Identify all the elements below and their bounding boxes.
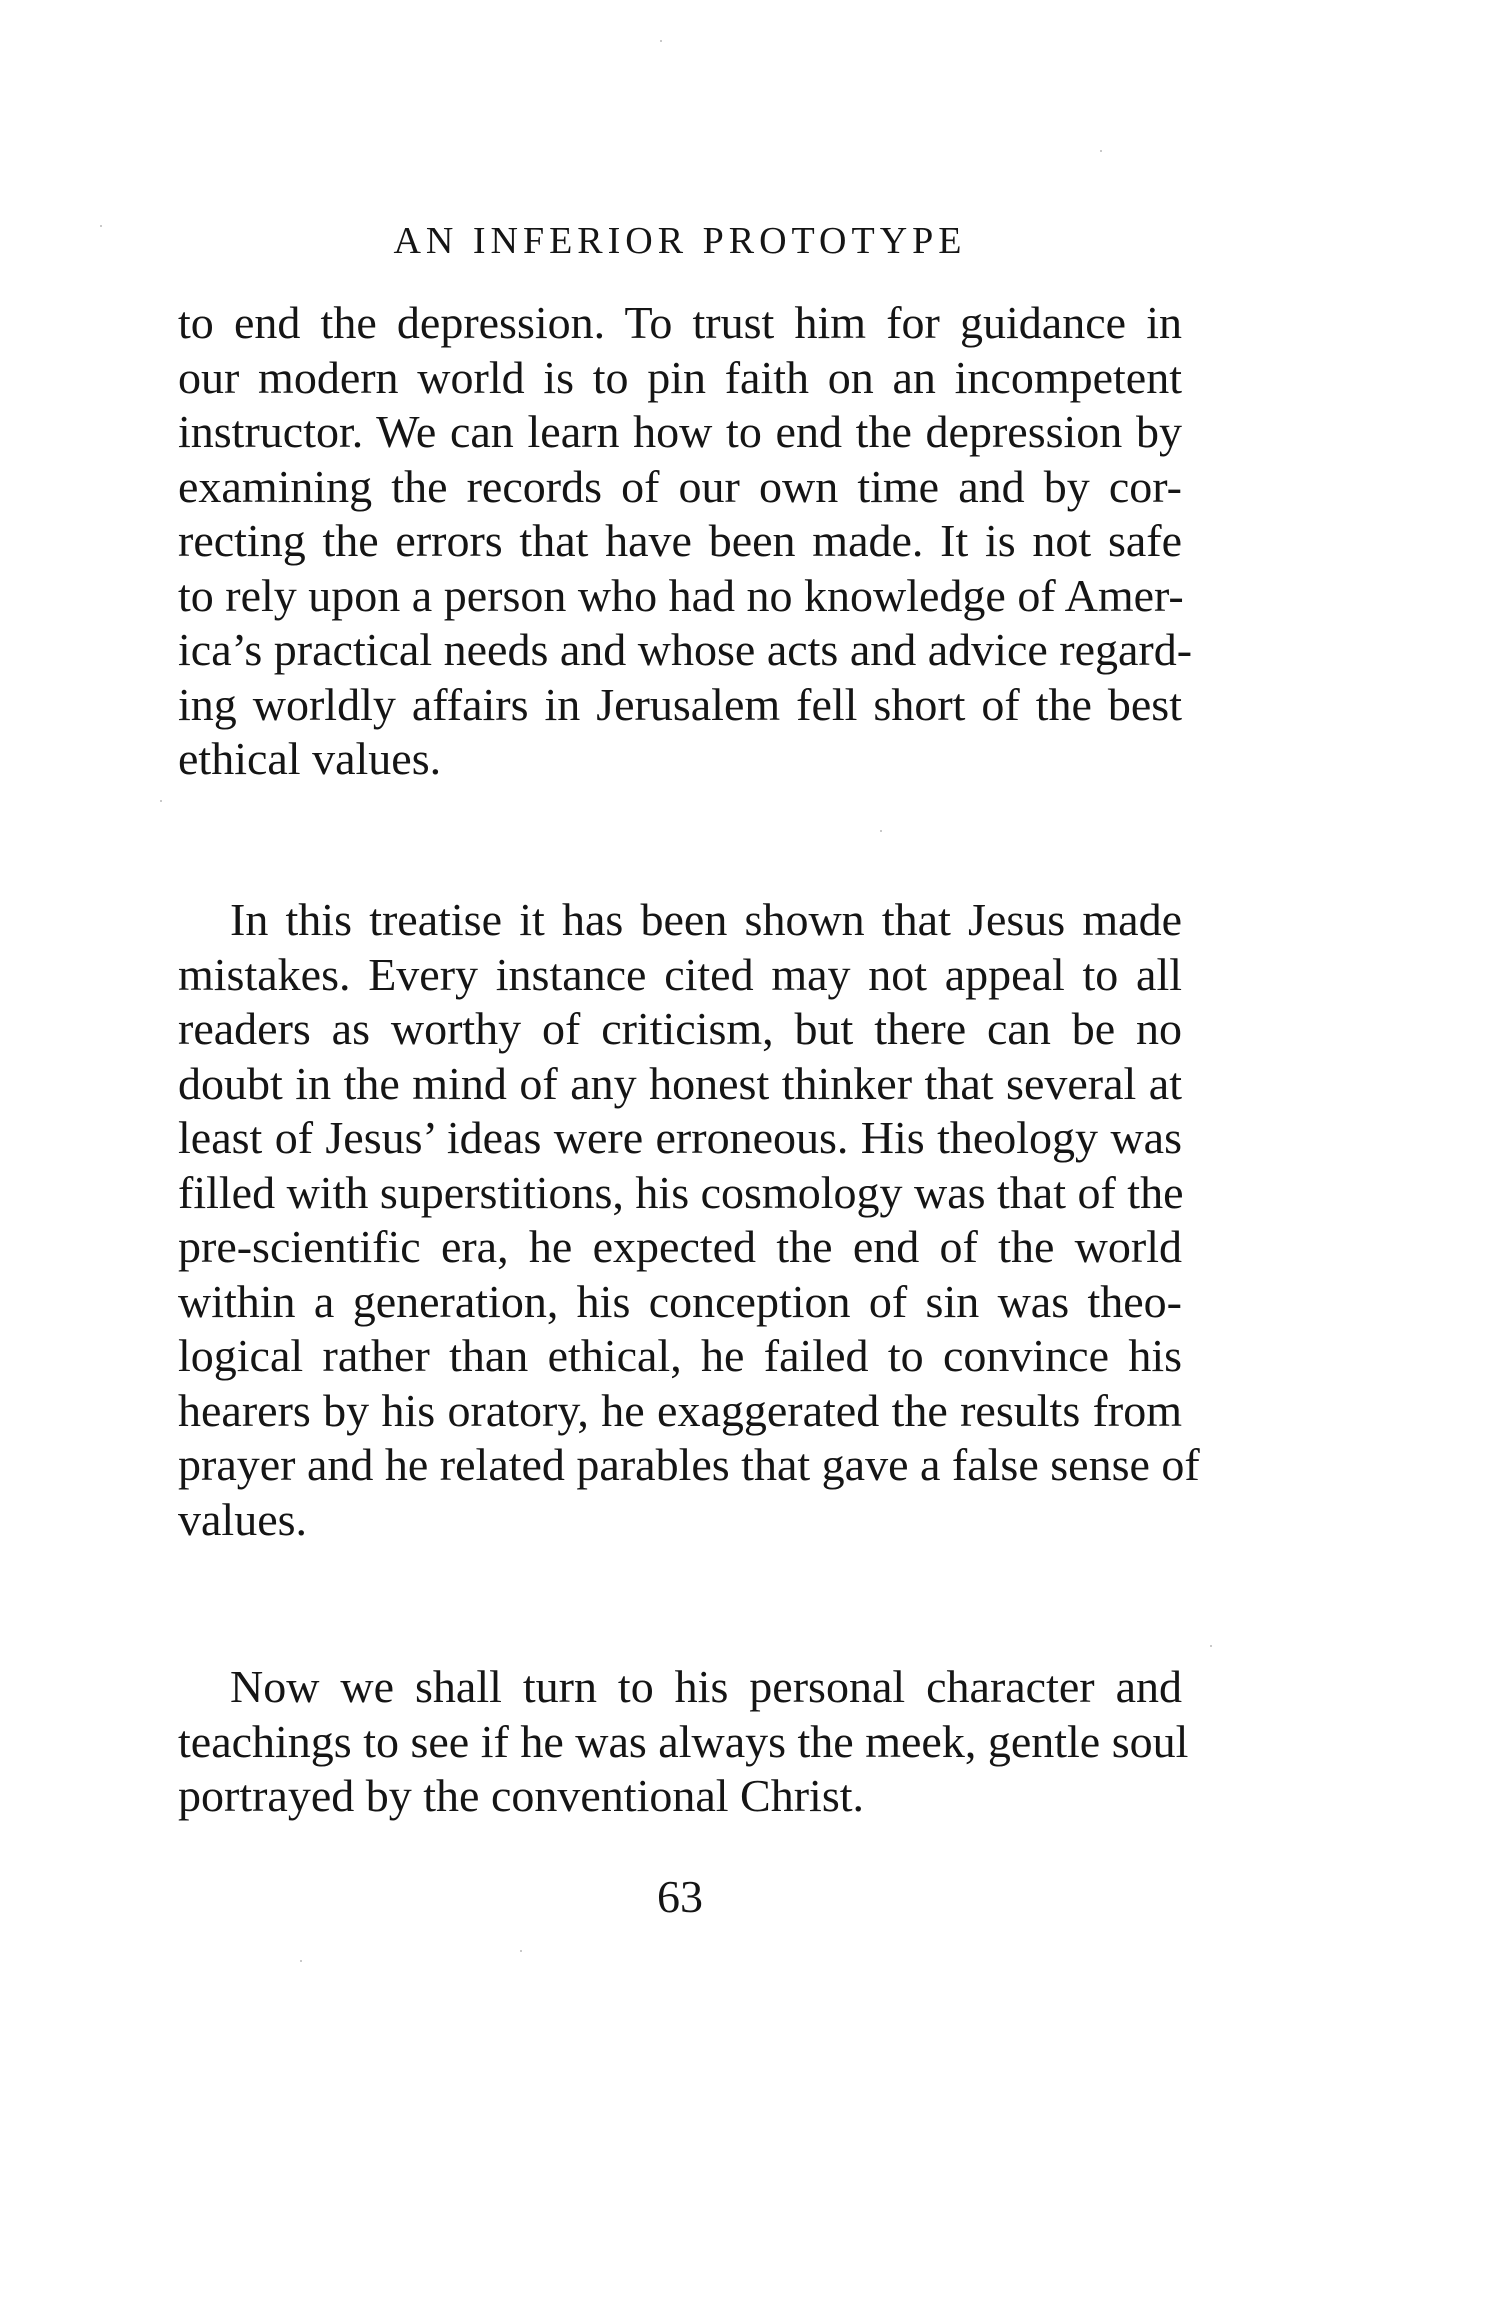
- text-line: filled with superstitions, his cosmology was that of the: [178, 1166, 1184, 1218]
- scan-speck: [660, 40, 662, 42]
- scan-speck: [880, 830, 882, 832]
- text-line: prayer and he related parables that gave a false sense of: [178, 1439, 1200, 1490]
- scan-speck: [160, 800, 162, 802]
- paragraph-1: [178, 296, 1193, 787]
- text-line: pre-scientific era, he expected the end of the world: [178, 1221, 1182, 1272]
- running-head: AN INFERIOR PROTOTYPE: [393, 220, 967, 262]
- text-line: hearers by his oratory, he exaggerated the results from: [178, 1384, 1182, 1436]
- scan-speck: [300, 1960, 302, 1962]
- page-number: 63: [657, 1871, 703, 1922]
- text-line: to rely upon a person who had no knowledge of Amer-: [178, 569, 1184, 621]
- text-line: ethical values.: [178, 733, 442, 784]
- text-line: recting the errors that have been made. It is not safe: [178, 515, 1182, 566]
- text-line: readers as worthy of criticism, but there can be no: [178, 1003, 1182, 1054]
- text-line: ing worldly affairs in Jerusalem fell short of the best: [178, 678, 1182, 730]
- paragraph-3: [178, 1660, 1189, 1824]
- text-line: examining the records of our own time and by cor-: [178, 460, 1182, 512]
- text-line: logical rather than ethical, he failed to convince his: [178, 1330, 1182, 1381]
- text-line: least of Jesus’ ideas were erroneous. His theology was: [178, 1112, 1182, 1163]
- scan-speck: [100, 225, 102, 227]
- text-line: within a generation, his conception of sin was theo-: [178, 1275, 1182, 1327]
- text-line: our modern world is to pin faith on an incompetent: [178, 351, 1182, 403]
- text-line: Now we shall turn to his personal character and: [230, 1661, 1182, 1712]
- text-line: In this treatise it has been shown that Jesus made: [230, 894, 1182, 945]
- text-line: to end the depression. To trust him for guidance in: [178, 297, 1182, 348]
- text-line: teachings to see if he was always the meek, gentle soul: [178, 1715, 1189, 1767]
- text-line: doubt in the mind of any honest thinker that several at: [178, 1057, 1182, 1109]
- scan-speck: [520, 1950, 522, 1952]
- text-line: instructor. We can learn how to end the depression by: [178, 406, 1182, 457]
- scan-speck: [1100, 150, 1102, 152]
- text-line: values.: [178, 1493, 308, 1545]
- text-line: ica’s practical needs and whose acts and advice regard-: [178, 624, 1193, 675]
- paragraph-2: [178, 893, 1200, 1547]
- text-line: mistakes. Every instance cited may not appeal to all: [178, 948, 1182, 1000]
- text-line: portrayed by the conventional Christ.: [178, 1770, 865, 1821]
- scan-speck: [1210, 1645, 1212, 1647]
